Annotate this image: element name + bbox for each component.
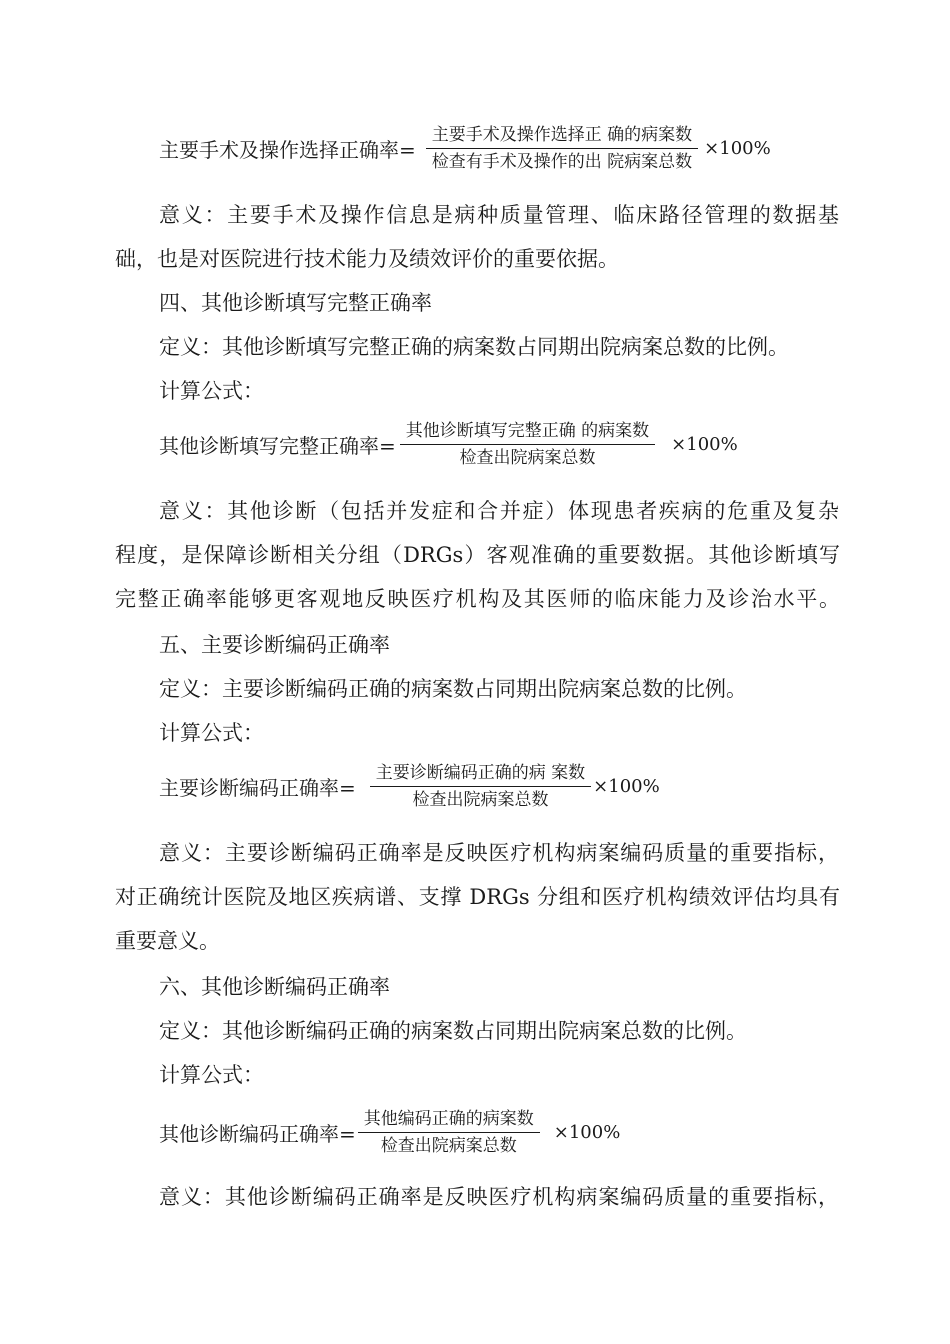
- section-definition: 定义：其他诊断填写完整正确的病案数占同期出院病案总数的比例。: [159, 335, 789, 359]
- fraction-denominator: 检查出院病案总数: [412, 790, 549, 810]
- fraction: [400, 420, 655, 469]
- formula-label: 计算公式：: [159, 1063, 264, 1087]
- formula-multiplier: ×100%: [553, 1122, 621, 1143]
- fraction-numerator: 主要手术及操作选择正 确的病案数: [431, 125, 693, 145]
- formula-other-diagnosis-coding-rate: [159, 1108, 620, 1157]
- fraction-denominator: 检查出院病案总数: [459, 448, 596, 468]
- formula-label: 计算公式：: [159, 379, 264, 403]
- fraction: [358, 1108, 540, 1157]
- paragraph-meaning-line: 对正确统计医院及地区疾病谱、支撑 DRGs 分组和医疗机构绩效评估均具有: [115, 885, 840, 909]
- fraction-denominator: 检查有手术及操作的出 院病案总数: [431, 152, 693, 172]
- formula-main-surgery-rate: [159, 124, 771, 173]
- section-heading: 五、主要诊断编码正确率: [159, 633, 390, 657]
- formula-multiplier: ×100%: [593, 776, 660, 797]
- formula-main-diagnosis-coding-rate: [159, 762, 660, 811]
- formula-lhs: 其他诊断编码正确率=: [159, 1122, 356, 1146]
- formula-lhs: 主要诊断编码正确率=: [159, 776, 356, 800]
- paragraph-meaning-line: 完整正确率能够更客观地反映医疗机构及其医师的临床能力及诊治水平。: [115, 587, 840, 611]
- section-definition: 定义：其他诊断编码正确的病案数占同期出院病案总数的比例。: [159, 1019, 747, 1043]
- fraction-numerator: 其他诊断填写完整正确 的病案数: [405, 421, 650, 441]
- fraction: [426, 124, 698, 173]
- paragraph-meaning-line: 意义：其他诊断（包括并发症和合并症）体现患者疾病的危重及复杂: [159, 499, 839, 523]
- paragraph-meaning-line: 重要意义。: [115, 929, 220, 953]
- fraction-denominator: 检查出院病案总数: [380, 1136, 517, 1156]
- section-definition: 定义：主要诊断编码正确的病案数占同期出院病案总数的比例。: [159, 677, 747, 701]
- formula-label: 计算公式：: [159, 721, 264, 745]
- paragraph-meaning-line: 础，也是对医院进行技术能力及绩效评价的重要依据。: [115, 247, 619, 271]
- section-heading: 六、其他诊断编码正确率: [159, 975, 390, 999]
- paragraph-meaning-line: 意义：主要手术及操作信息是病种质量管理、临床路径管理的数据基: [159, 203, 839, 227]
- fraction-numerator: 主要诊断编码正确的病 案数: [375, 763, 586, 783]
- formula-lhs: 主要手术及操作选择正确率=: [159, 138, 416, 162]
- formula-lhs: 其他诊断填写完整正确率=: [159, 434, 396, 458]
- paragraph-meaning-line: 程度，是保障诊断相关分组（DRGs）客观准确的重要数据。其他诊断填写: [115, 543, 840, 567]
- paragraph-meaning-line: 意义：其他诊断编码正确率是反映医疗机构病案编码质量的重要指标，: [159, 1185, 839, 1209]
- formula-multiplier: ×100%: [704, 138, 771, 159]
- fraction: [370, 762, 591, 811]
- formula-multiplier: ×100%: [671, 434, 738, 455]
- paragraph-meaning-line: 意义：主要诊断编码正确率是反映医疗机构病案编码质量的重要指标，: [159, 841, 839, 865]
- formula-other-diagnosis-complete-rate: [159, 420, 738, 469]
- section-heading: 四、其他诊断填写完整正确率: [159, 291, 432, 315]
- fraction-numerator: 其他编码正确的病案数: [363, 1109, 534, 1129]
